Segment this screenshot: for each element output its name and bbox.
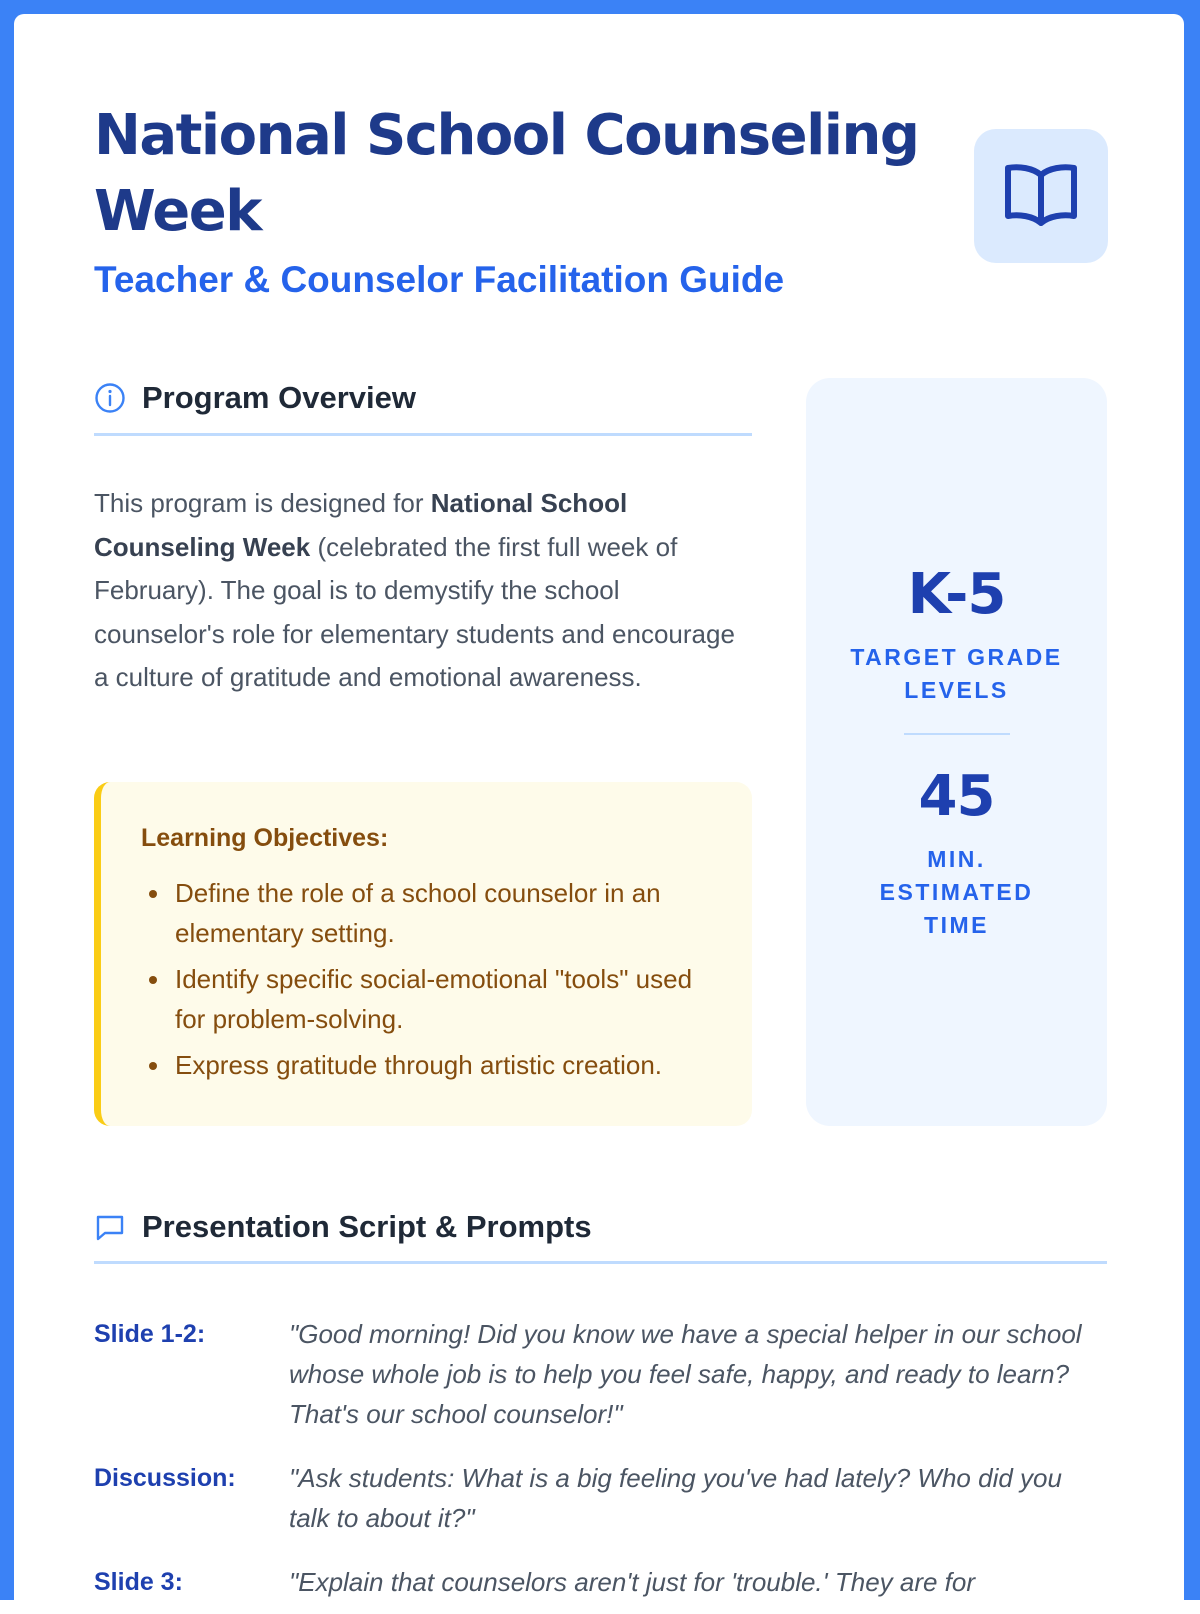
overview-section-heading: [94, 376, 752, 436]
learning-objectives-box: [94, 782, 752, 1126]
info-circle-icon: [94, 381, 128, 415]
page-subtitle: Teacher & Counselor Facilitation Guide: [94, 259, 785, 300]
script-row: [94, 1314, 1107, 1434]
script-row-label: Discussion:: [94, 1464, 236, 1492]
overview-text-part-1: This program is designed for: [94, 488, 431, 518]
estimated-time-value: 45: [918, 763, 995, 829]
grade-level-label: [847, 641, 1067, 707]
overview-text-part-2: (celebrated the first full week of February). The goal is to demystify the school counselor's role for elementary students and encourage a culture of gratitude and emotional awareness.: [94, 531, 735, 692]
script-section-heading: [94, 1206, 1107, 1264]
objective-item: Identify specific social-emotional "tools" used for problem-solving.: [141, 959, 722, 1039]
objectives-title: Learning Objectives:: [141, 824, 389, 852]
objective-item: Express gratitude through artistic creation.: [141, 1045, 722, 1085]
stats-panel: [806, 378, 1107, 1126]
stats-divider: [904, 733, 1010, 735]
book-badge: [974, 129, 1108, 263]
objectives-list: [141, 873, 722, 1085]
script-list: [94, 1314, 1107, 1614]
overview-heading-label: Program Overview: [142, 379, 416, 415]
grade-level-label-text: TARGET GRADE LEVELS: [850, 643, 1063, 703]
overview-paragraph: [94, 482, 752, 700]
header: [94, 98, 954, 304]
script-row-text: "Explain that counselors aren't just for 'trouble.' They are for: [289, 1567, 976, 1597]
objective-item: Define the role of a school counselor in an elementary setting.: [141, 873, 722, 953]
script-row-text: "Ask students: What is a big feeling you've had lately? Who did you talk to about it?": [289, 1463, 1062, 1533]
chat-bubble-icon: [94, 1210, 128, 1244]
page-title: National School Counseling Week: [94, 103, 919, 244]
script-row-text: "Good morning! Did you know we have a special helper in our school whose whole job is to help you feel safe, happy, and ready to learn? That's our school counselor!": [289, 1319, 1082, 1429]
script-row: [94, 1562, 1107, 1602]
script-row: [94, 1458, 1107, 1538]
overview-text-bold: National School Counseling Week: [94, 488, 628, 562]
script-row-label: Slide 1-2:: [94, 1320, 206, 1348]
guide-page: [14, 14, 1184, 1614]
estimated-time-label-text: MIN. ESTIMATED TIME: [879, 845, 1034, 938]
open-book-icon: [1003, 161, 1079, 231]
grade-level-value: K-5: [907, 561, 1006, 627]
estimated-time-label: [872, 843, 1042, 942]
script-heading-label: Presentation Script & Prompts: [142, 1208, 592, 1244]
script-row-label: Slide 3:: [94, 1568, 183, 1596]
